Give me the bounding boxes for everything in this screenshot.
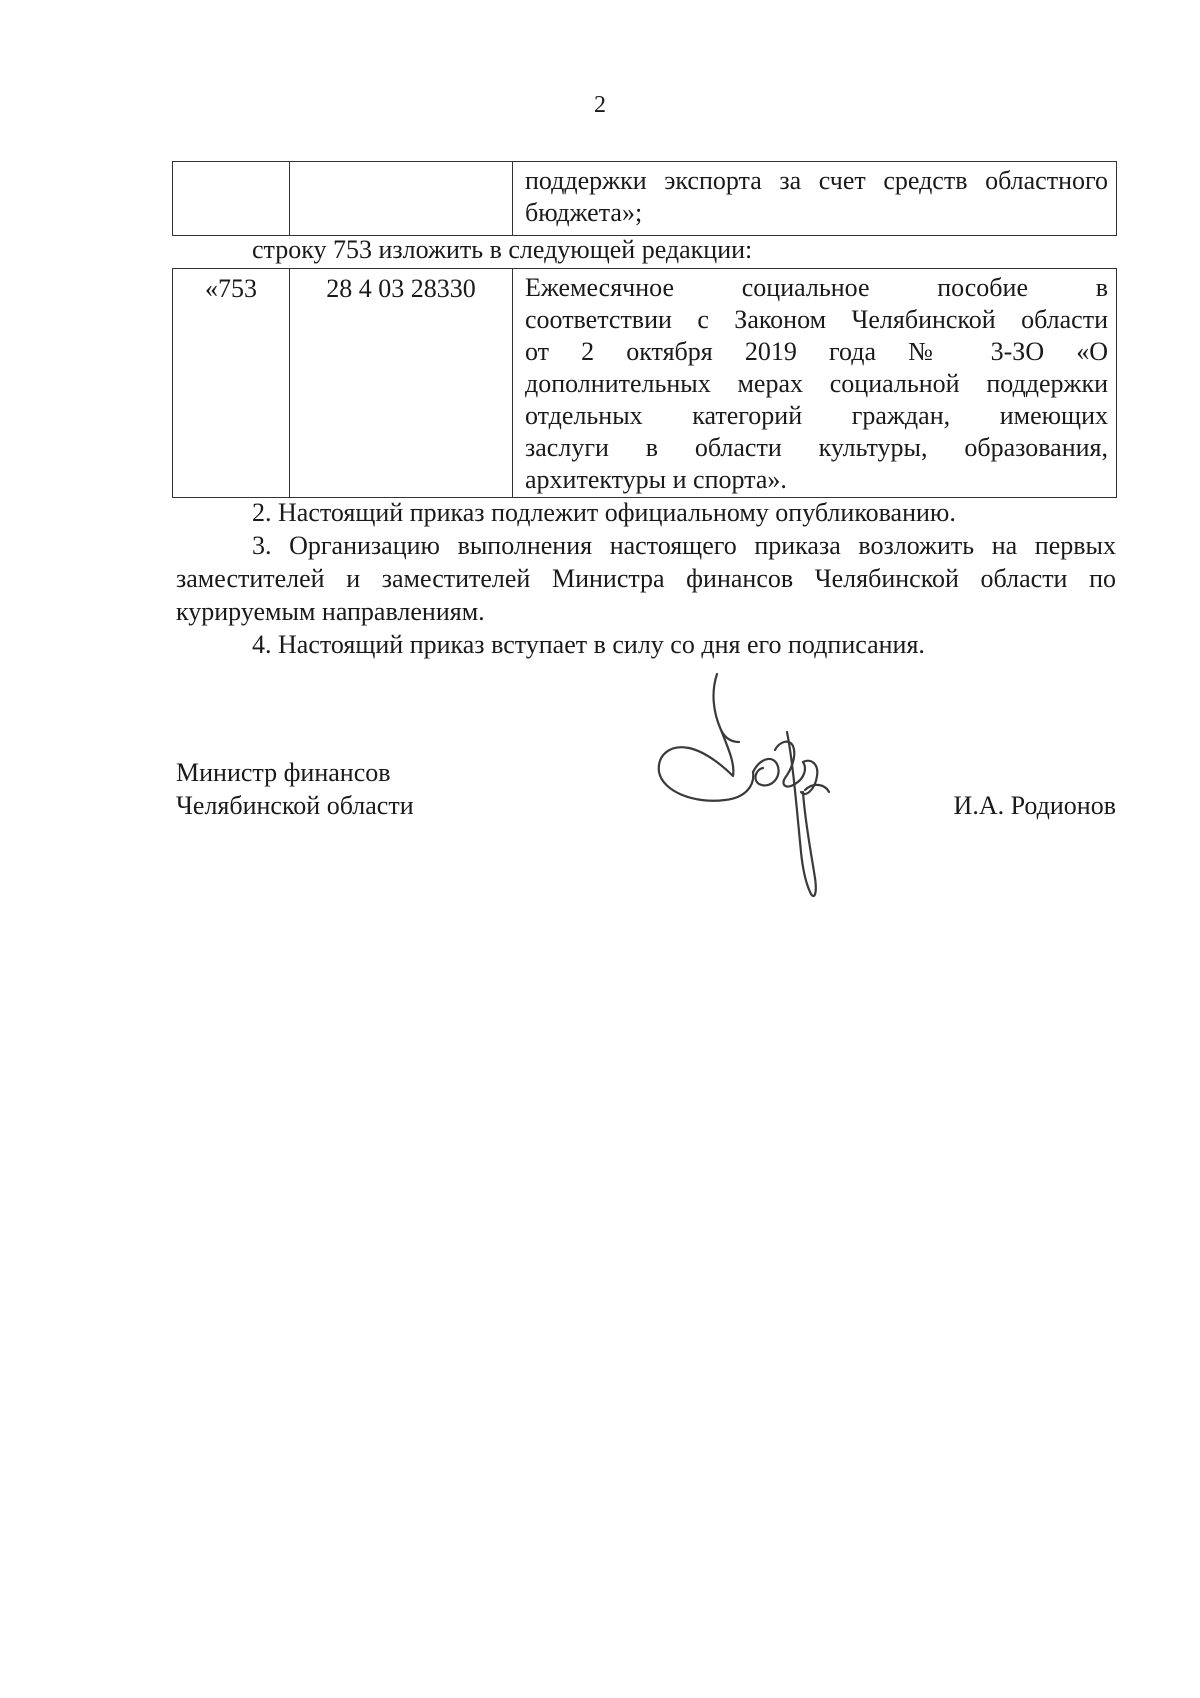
text-line: бюджета»; xyxy=(525,198,643,227)
text-line: от 2 октября 2019 года № 3-ЗО «О xyxy=(525,337,1108,366)
signatory-title-line2: Челябинской области xyxy=(176,791,414,820)
table-cell-code: 28 4 03 28330 xyxy=(290,269,513,498)
text-line: заслуги в области культуры, образования, xyxy=(525,433,1108,462)
intro-text: строку 753 изложить в следующей редакции: xyxy=(252,235,753,264)
table-row xyxy=(173,269,1117,498)
signatory-name: И.А. Родионов xyxy=(953,791,1116,820)
paragraph-3-text: 3. Организацию выполнения настоящего приказа возложить на первых заместителей и заместителей Министра финансов Челябинской области по курируемым направлениям. xyxy=(176,531,1116,626)
paragraph-3 xyxy=(176,529,1116,628)
table-continuation xyxy=(172,161,1117,236)
text-line: архитектуры и спорта». xyxy=(525,465,787,494)
table-cell-text xyxy=(513,162,1117,236)
text-line: дополнительных мерах социальной поддержки xyxy=(525,369,1108,398)
text-line: соответствии с Законом Челябинской области xyxy=(525,305,1108,334)
text-line: Ежемесячное социальное пособие в xyxy=(525,273,1108,302)
table-cell-number xyxy=(173,162,290,236)
text-line: отдельных категорий граждан, имеющих xyxy=(525,401,1108,430)
table-cell-code xyxy=(290,162,513,236)
paragraph-4 xyxy=(176,628,1116,661)
paragraph-4-text: 4. Настоящий приказ вступает в силу со дня его подписания. xyxy=(252,630,925,659)
paragraph-2 xyxy=(176,496,1116,529)
table-row xyxy=(173,162,1117,236)
signatory-title-line1: Министр финансов xyxy=(176,758,391,787)
handwritten-signature xyxy=(655,672,855,912)
page-number: 2 xyxy=(594,92,606,118)
text-line: поддержки экспорта за счет средств областного xyxy=(525,166,1108,195)
table-row-753 xyxy=(172,268,1117,498)
paragraph-2-text: 2. Настоящий приказ подлежит официальному опубликованию. xyxy=(252,498,956,527)
table-cell-text xyxy=(513,269,1117,498)
signatory-title xyxy=(176,756,414,822)
table-cell-number: «753 xyxy=(173,269,290,498)
